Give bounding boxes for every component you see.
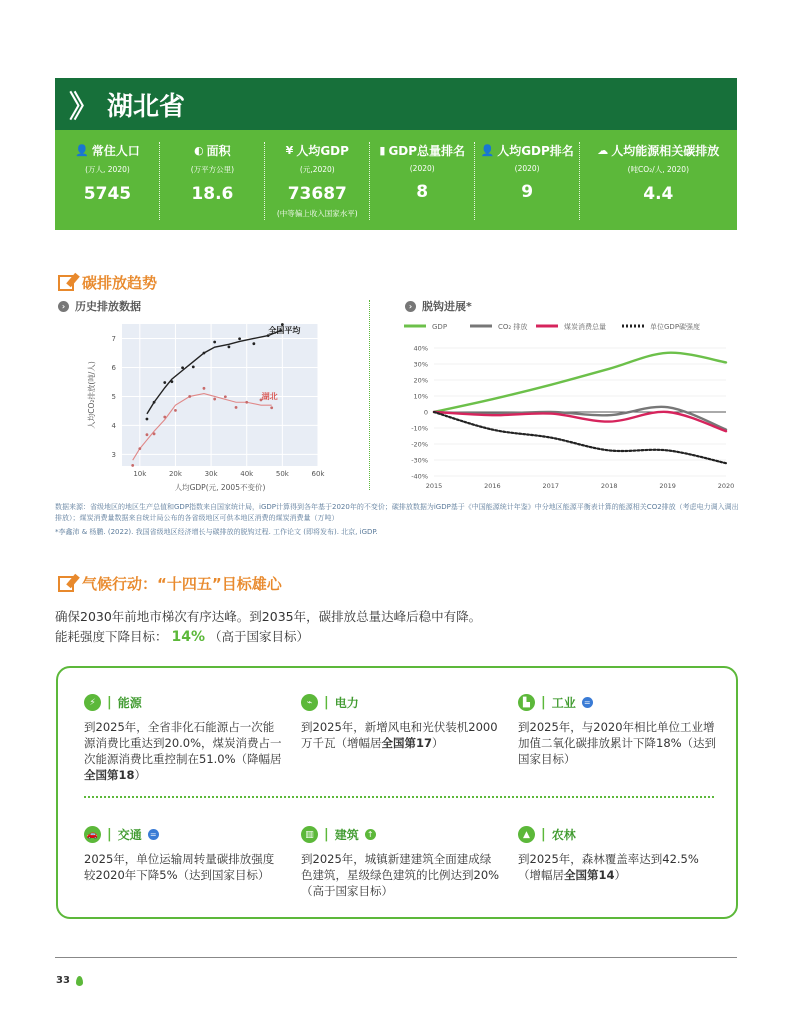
stat-gdp-per-capita xyxy=(265,130,370,230)
reference-note: *李鑫沛 & 杨鹏. (2022). 我国省级地区经济增长与碳排放的脱钩过程. 工作论文 (即将发布). 北京, iGDP. xyxy=(55,528,378,536)
goal-name: 交通 xyxy=(117,828,142,842)
page-number xyxy=(56,975,83,986)
goal-text: 2025年，单位运输周转量碳排放强度较2020年下降5%（达到国家目标） xyxy=(84,852,275,882)
legend-label: 煤炭消费总量 xyxy=(564,323,606,331)
y-tick-label: 30% xyxy=(413,360,428,369)
person-rank-icon: 👤 xyxy=(480,144,495,157)
data-point xyxy=(181,366,184,369)
intensity-label: 能耗强度下降目标： xyxy=(55,629,168,644)
left-subheading-text: 历史排放数据 xyxy=(75,300,141,313)
data-point xyxy=(146,433,149,436)
legend-label: CO₂ 排放 xyxy=(498,323,528,331)
left-subheading xyxy=(58,298,141,314)
data-point xyxy=(163,381,166,384)
edit-icon xyxy=(58,576,74,592)
x-tick-label: 40k xyxy=(240,470,254,478)
data-point xyxy=(131,464,134,467)
goal-energy: ⚡ | 能源 到2025年，全省非化石能源占一次能源消费比重达到20.0%，煤炭消费占一次能源消费比重控制在51.0%（降幅居全国第18） xyxy=(84,695,282,782)
stat-co2-per-capita xyxy=(580,130,737,230)
industry-icon: ▙ xyxy=(518,694,535,711)
area-icon: ◐ xyxy=(194,144,204,157)
data-point xyxy=(188,395,191,398)
people-icon: 👤 xyxy=(75,144,89,157)
leaf-icon xyxy=(76,976,83,986)
stat-note: (中等偏上收入国家水平) xyxy=(276,209,358,218)
co2-cloud-icon: ☁ xyxy=(597,144,609,157)
trend-heading xyxy=(58,272,157,293)
page-number-text: 33 xyxy=(56,975,70,986)
intensity-value: 14% xyxy=(171,629,206,645)
arrow-circle-icon: › xyxy=(58,301,69,312)
historical-emission-chart xyxy=(80,318,362,496)
data-point xyxy=(270,406,273,409)
stat-value: 5745 xyxy=(83,184,132,204)
y-tick-label: 40% xyxy=(413,344,428,353)
forest-icon: ▲ xyxy=(518,826,535,843)
goal-name: 建筑 xyxy=(334,828,359,842)
stat-value: 4.4 xyxy=(643,184,674,204)
goal-name: 农林 xyxy=(551,828,576,842)
goal-building: ▥ | 建筑 ↑ 到2025年，城镇新建建筑全面建成绿色建筑，星级绿色建筑的比例达到20%（高于国家目标） xyxy=(301,827,500,898)
x-tick-label: 10k xyxy=(133,470,147,478)
data-point xyxy=(235,406,238,409)
climate-heading xyxy=(58,573,282,594)
goal-text-end: ） xyxy=(134,768,147,782)
goal-text: 到2025年，全省非化石能源占一次能源消费比重达到20.0%，煤炭消费占一次能源消费比重控制在51.0%（降幅居 xyxy=(84,720,282,766)
goal-transport: 🚗 | 交通 = 2025年，单位运输周转量碳排放强度较2020年下降5%（达到国家目标） xyxy=(84,827,275,882)
stat-label: 人均GDP xyxy=(296,144,349,158)
climate-line-2 xyxy=(55,627,309,645)
double-chevron-icon: 》 xyxy=(69,90,89,125)
series-label: 全国平均 xyxy=(268,325,301,335)
power-icon: ⌁ xyxy=(301,694,318,711)
y-tick-label: 7 xyxy=(111,334,116,343)
decoupling-chart xyxy=(398,318,740,496)
goal-rank: 全国第14 xyxy=(564,868,615,882)
stat-gdp-per-capita-rank xyxy=(475,130,580,230)
stat-gdp-rank xyxy=(370,130,475,230)
stat-unit: (2020) xyxy=(514,164,540,173)
y-tick-label: -20% xyxy=(411,440,428,449)
building-icon: ▥ xyxy=(301,826,318,843)
x-tick-label: 2015 xyxy=(425,482,443,490)
trend-heading-text: 碳排放趋势 xyxy=(82,274,158,292)
x-tick-label: 2016 xyxy=(484,482,501,490)
climate-heading-text: 气候行动：“十四五”目标雄心 xyxy=(82,575,282,593)
stat-unit: (吨CO₂/人, 2020) xyxy=(627,165,689,174)
y-tick-label: 20% xyxy=(413,376,428,385)
y-tick-label: -10% xyxy=(411,424,428,433)
data-point xyxy=(252,342,255,345)
goal-name: 能源 xyxy=(117,696,142,710)
stat-label: 面积 xyxy=(206,144,231,158)
data-point xyxy=(163,416,166,419)
goal-name: 电力 xyxy=(334,696,359,710)
data-point xyxy=(224,395,227,398)
province-title: 湖北省 xyxy=(107,91,186,122)
stat-value: 73687 xyxy=(287,184,347,204)
equal-badge-icon: = xyxy=(148,829,159,840)
series-line-3 xyxy=(434,412,726,463)
footer-rule xyxy=(55,957,737,958)
x-tick-label: 2020 xyxy=(717,482,735,490)
stat-label: 常住人口 xyxy=(91,144,140,158)
climate-line-1: 确保2030年前地市梯次有序达峰。到2035年，碳排放总量达峰后稳中有降。 xyxy=(55,609,482,624)
province-banner xyxy=(55,78,737,130)
y-tick-label: 10% xyxy=(413,392,428,401)
series-line-0 xyxy=(434,353,726,412)
stat-value: 9 xyxy=(521,182,534,202)
right-subheading-text: 脱钩进展* xyxy=(422,300,472,313)
right-subheading xyxy=(405,298,472,314)
sector-goals-box xyxy=(56,666,738,919)
data-point xyxy=(174,409,177,412)
y-tick-label: 6 xyxy=(111,363,116,372)
goal-rank: 全国第18 xyxy=(84,768,135,782)
stat-unit: (2020) xyxy=(409,164,435,173)
data-point xyxy=(153,401,156,404)
legend-label: GDP xyxy=(432,323,448,331)
up-badge-icon: ↑ xyxy=(365,829,376,840)
stat-value: 18.6 xyxy=(191,184,234,204)
y-tick-label: -30% xyxy=(411,456,428,465)
stat-unit: (元,2020) xyxy=(299,165,335,174)
bar-rank-icon: ▮ xyxy=(379,144,386,157)
x-tick-label: 2017 xyxy=(542,482,560,490)
data-point xyxy=(192,365,195,368)
stat-label: 人均GDP排名 xyxy=(497,144,574,158)
goal-text-end: ） xyxy=(614,868,627,882)
energy-icon: ⚡ xyxy=(84,694,101,711)
data-point xyxy=(213,341,216,344)
goal-forestry: ▲ | 农林 到2025年，森林覆盖率达到42.5%（增幅居全国第14） xyxy=(518,827,699,882)
goal-text: 到2025年，新增风电和光伏装机2000万千瓦（增幅居 xyxy=(301,720,498,750)
legend-label: 单位GDP碳强度 xyxy=(650,323,701,331)
arrow-circle-icon: › xyxy=(405,301,416,312)
goal-text: 到2025年，与2020年相比单位工业增加值二氧化碳排放累计下降18%（达到国家目标） xyxy=(518,720,717,766)
y-tick-label: 4 xyxy=(111,421,116,430)
data-point xyxy=(203,387,206,390)
intensity-note: （高于国家目标） xyxy=(209,629,310,644)
y-tick-label: 0 xyxy=(423,408,428,417)
goal-text: 到2025年，森林覆盖率达到42.5%（增幅居 xyxy=(518,852,699,882)
y-axis-label: 人均CO₂排放(吨/人) xyxy=(87,361,96,429)
stat-population xyxy=(55,130,160,230)
stat-unit: (万人, 2020) xyxy=(85,165,130,174)
stat-label: GDP总量排名 xyxy=(388,144,466,158)
goal-rank: 全国第17 xyxy=(381,736,433,750)
x-tick-label: 20k xyxy=(168,470,182,478)
data-point xyxy=(153,432,156,435)
goal-divider xyxy=(84,796,714,798)
stats-bar xyxy=(55,130,737,230)
series-label: 湖北 xyxy=(261,392,278,402)
x-tick-label: 2019 xyxy=(659,482,676,490)
data-point xyxy=(245,401,248,404)
y-tick-label: 5 xyxy=(111,392,116,401)
data-point xyxy=(213,398,216,401)
data-point xyxy=(146,418,149,421)
x-axis-label: 人均GDP(元, 2005不变价) xyxy=(174,483,266,492)
y-tick-label: 3 xyxy=(111,450,116,459)
stat-label: 人均能源相关碳排放 xyxy=(611,144,720,158)
x-tick-label: 2018 xyxy=(600,482,618,490)
edit-icon xyxy=(58,275,74,291)
data-point xyxy=(170,380,173,383)
x-tick-label: 30k xyxy=(204,470,218,478)
stat-unit: (万平方公里) xyxy=(190,165,235,174)
y-tick-label: -40% xyxy=(411,472,428,481)
chart-divider xyxy=(369,300,370,490)
x-tick-label: 50k xyxy=(275,470,289,478)
currency-icon: ¥ xyxy=(285,144,294,157)
data-point xyxy=(138,447,141,450)
goal-text-end: ） xyxy=(432,736,444,750)
data-point xyxy=(228,345,231,348)
transport-icon: 🚗 xyxy=(84,826,101,843)
x-tick-label: 60k xyxy=(311,470,325,478)
goal-text: 到2025年，城镇新建建筑全面建成绿色建筑，星级绿色建筑的比例达到20%（高于国家目标） xyxy=(301,852,500,898)
plot-area xyxy=(122,324,318,466)
data-point xyxy=(238,337,241,340)
goal-industry: ▙ | 工业 = 到2025年，与2020年相比单位工业增加值二氧化碳排放累计下降18%（达到国家目标） xyxy=(518,695,717,766)
data-point xyxy=(203,352,206,355)
stat-area xyxy=(160,130,265,230)
goal-name: 工业 xyxy=(551,696,576,710)
equal-badge-icon: = xyxy=(582,697,593,708)
goal-power: ⌁ | 电力 到2025年，新增风电和光伏装机2000万千瓦（增幅居全国第17） xyxy=(301,695,498,750)
stat-value: 8 xyxy=(416,182,429,202)
source-note: 数据来源：省级地区的地区生产总值和GDP指数来自国家统计局，iGDP计算得到各年基于2020年的不变价；碳排放数据为iGDP基于《中国能源统计年鉴》中分地区能源平衡表计算的能源相关CO2排放（考虑电力调入调出排放）；煤炭消费量数据来自统计局公布的各省级地区可供本地区消费的煤炭消费量（万吨） xyxy=(55,503,739,522)
